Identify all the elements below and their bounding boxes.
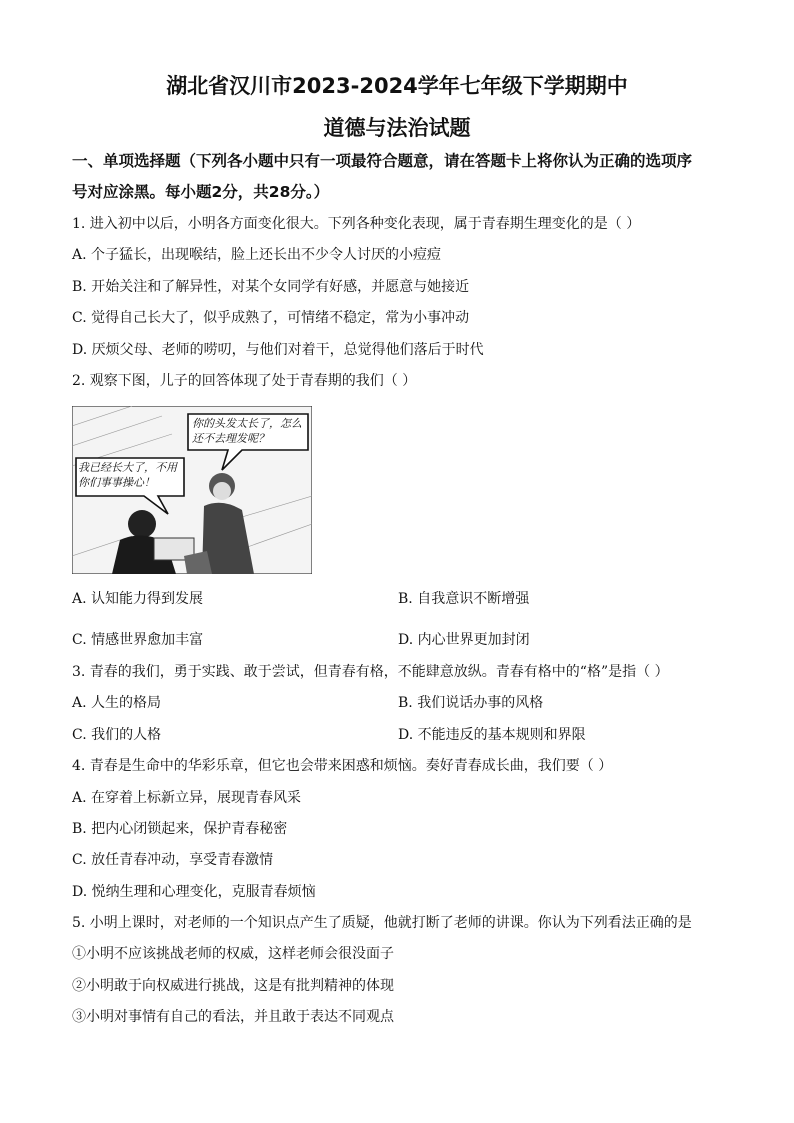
q1-stem: 1. 进入初中以后，小明各方面变化很大。下列各种变化表现，属于青春期生理变化的是（ ） (72, 216, 641, 232)
q1-option-c: C. 觉得自己长大了，似乎成熟了，可情绪不稳定，常为小事冲动 (72, 310, 470, 326)
q3-option-d: D. 不能违反的基本规则和界限 (398, 727, 586, 743)
section-heading-line1: 一、单项选择题（下列各小题中只有一项最符合题意，请在答题卡上将你认为正确的选项序 (72, 152, 693, 170)
q5-stem: 5. 小明上课时，对老师的一个知识点产生了质疑，他就打断了老师的讲课。你认为下列看法正确的是 (72, 915, 692, 931)
q5-statement-2: ②小明敢于向权威进行挑战，这是有批判精神的体现 (72, 978, 394, 994)
q4-option-d: D. 悦纳生理和心理变化，克服青春烦恼 (72, 884, 316, 900)
q5-statement-3: ③小明对事情有自己的看法，并且敢于表达不同观点 (72, 1009, 394, 1025)
q1-option-b: B. 开始关注和了解异性，对某个女同学有好感，并愿意与她接近 (72, 279, 470, 295)
q4-option-b: B. 把内心闭锁起来，保护青春秘密 (72, 821, 288, 837)
section-heading-line2: 号对应涂黑。每小题2分，共28分。） (72, 183, 330, 201)
q2-option-d: D. 内心世界更加封闭 (398, 632, 530, 648)
son-bubble-text: 我已经长大了，不用你们事事操心！ (78, 461, 177, 489)
mother-bubble-text: 你的头发太长了，怎么还不去理发呢？ (192, 417, 302, 445)
q2-option-c: C. 情感世界愈加丰富 (72, 632, 204, 648)
q2-option-b: B. 自我意识不断增强 (398, 591, 530, 607)
q3-stem: 3. 青春的我们，勇于实践、敢于尝试，但青春有格，不能肆意放纵。青春有格中的“格”是指（ ） (72, 664, 669, 680)
q1-option-d: D. 厌烦父母、老师的唠叨，与他们对着干，总觉得他们落后于时代 (72, 342, 484, 358)
q1-option-a: A. 个子猛长，出现喉结，脸上还长出不少令人讨厌的小痘痘 (72, 247, 442, 263)
q3-option-b: B. 我们说话办事的风格 (398, 695, 544, 711)
q4-option-a: A. 在穿着上标新立异，展现青春风采 (72, 790, 302, 806)
q4-option-c: C. 放任青春冲动，享受青春激情 (72, 852, 274, 868)
q2-stem: 2. 观察下图，儿子的回答体现了处于青春期的我们（ ） (72, 373, 417, 389)
q2-option-a: A. 认知能力得到发展 (72, 591, 204, 607)
q4-stem: 4. 青春是生命中的华彩乐章，但它也会带来困惑和烦恼。奏好青春成长曲，我们要（ ） (72, 758, 613, 774)
q3-option-a: A. 人生的格局 (72, 695, 162, 711)
q3-option-c: C. 我们的人格 (72, 727, 162, 743)
section-heading (72, 146, 732, 208)
exam-title-line1: 湖北省汉川市2023-2024学年七年级下学期期中 (166, 74, 628, 98)
q5-statement-1: ①小明不应该挑战老师的权威，这样老师会很没面子 (72, 946, 394, 962)
exam-title-line2: 道德与法治试题 (323, 116, 471, 140)
